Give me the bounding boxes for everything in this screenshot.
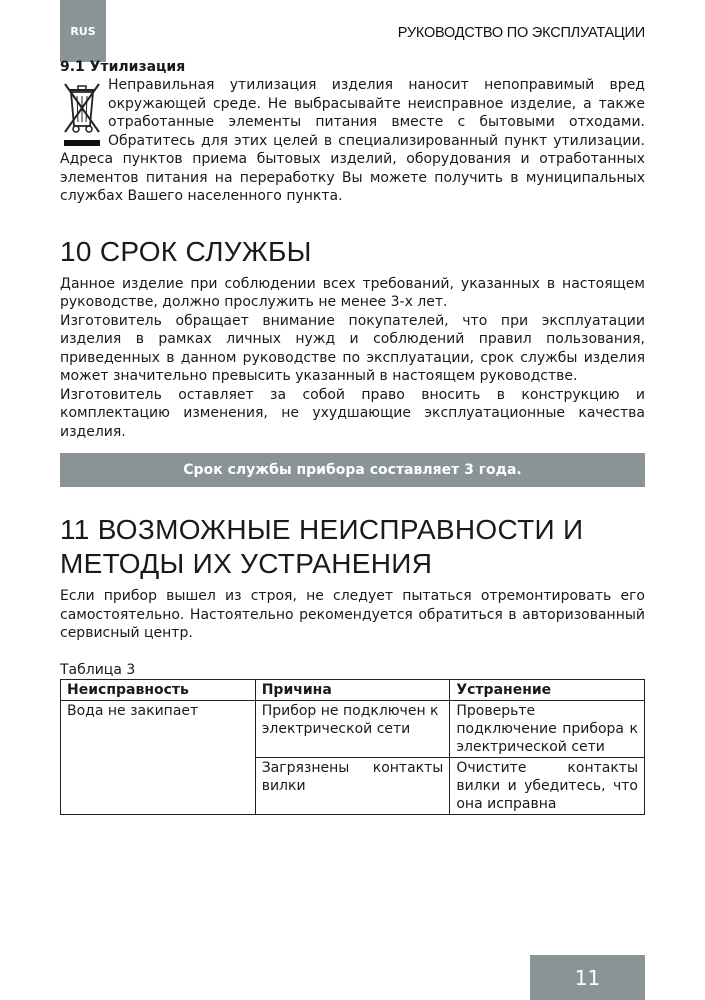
column-header-fix: Устранение [450,680,645,701]
disposal-text: Неправильная утилизация изделия наносит непоправимый вред окружающей среде. Не выбрасывайте неисправное изделие, а также отработанные элементы питания вместе с бытовыми отходами. Обратитесь для этих целей в специализированный пункт утилизации. Адреса пунктов приема бытовых изделий, оборудования и отработанных элементов питания на переработку Вы можете получить в муниципальных службах Вашего населенного пункта. [60,77,645,204]
faults-intro: Если прибор вышел из строя, не следует пытаться отремонтировать его самостоятельно. Настоятельно рекомендуется обратиться в авторизованный сервисный центр. [60,588,645,641]
service-life-title: 10 СРОК СЛУЖБЫ [60,235,312,267]
table-row [61,701,645,758]
crossed-out-wheelie-bin-icon [60,76,104,148]
column-header-cause: Причина [255,680,450,701]
service-life-paragraph-2: Изготовитель обращает внимание покупателей, что при эксплуатации изделия в рамках личных нужд и соблюдений правил пользования, приведенных в данном руководстве по эксплуатации, срок службы изделия может значительно превысить указанный в настоящем руководстве. [60,312,645,384]
service-life-paragraph-3: Изготовитель оставляет за собой право вносить в конструкцию и комплектацию изменения, не ухудшающие эксплуатационные качества изделия. [60,386,645,440]
cause-cell: Прибор не подключен к электрической сети [255,701,450,758]
column-header-problem: Неисправность [61,680,256,701]
problem-cell: Вода не закипает [61,701,256,815]
cause-cell: Загрязнены контакты вилки [255,758,450,815]
header-title: РУКОВОДСТВО ПО ЭКСПЛУАТАЦИИ [397,25,645,41]
page-content [60,58,645,815]
table-caption: Таблица 3 [60,661,136,678]
language-tab: RUS [60,0,106,62]
faults-title: 11 ВОЗМОЖНЫЕ НЕИСПРАВНОСТИ И МЕТОДЫ ИХ УСТРАНЕНИЯ [60,514,584,579]
table-header-row [61,680,645,701]
faults-table [60,679,645,815]
service-life-paragraph-1: Данное изделие при соблюдении всех требований, указанных в настоящем руководстве, должно прослужить не менее 3-х лет. [60,275,645,310]
disposal-heading: 9.1 Утилизация [60,59,186,75]
fix-cell: Очистите контакты вилки и убедитесь, что она исправна [450,758,645,815]
service-life-banner: Срок службы прибора составляет 3 года. [60,453,645,487]
disposal-block [60,76,645,206]
page-number: 11 [530,955,645,1000]
fix-cell: Проверьте подключение прибора к электрической сети [450,701,645,758]
